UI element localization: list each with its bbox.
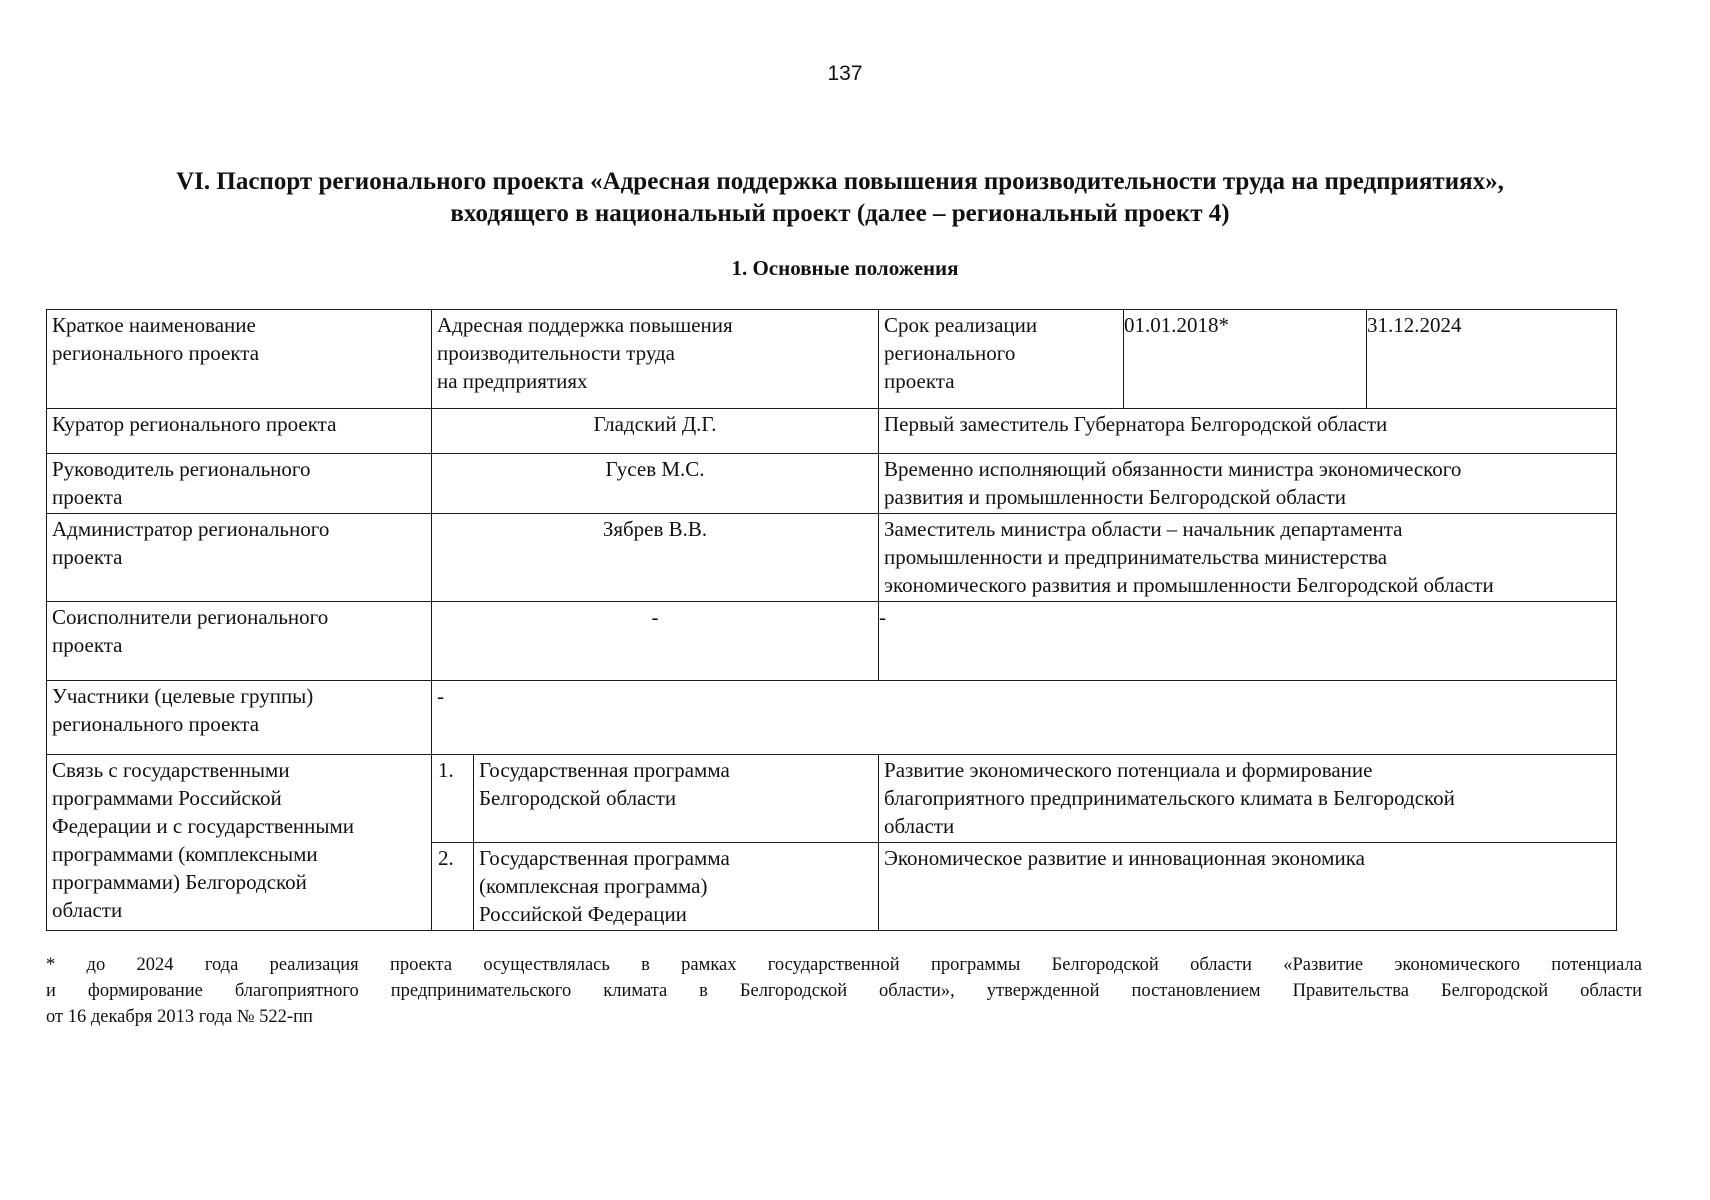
cell-line: программами (комплексными bbox=[52, 842, 318, 866]
cell-line: благоприятного предпринимательского климата в Белгородской bbox=[884, 786, 1455, 810]
table-row bbox=[47, 409, 1617, 454]
cell-line: Заместитель министра области – начальник департамента bbox=[884, 517, 1403, 541]
cell-line: проекта bbox=[884, 369, 955, 393]
cell-line: на предприятиях bbox=[437, 369, 588, 393]
admin-position-cell bbox=[879, 514, 1617, 602]
footnote-line: * до 2024 года реализация проекта осуществлялась в рамках государственной программы Белгородской области «Развитие экономического потенциала bbox=[46, 955, 1642, 975]
cell-line: регионального bbox=[884, 341, 1016, 365]
cell-line: проекта bbox=[52, 545, 123, 569]
table-row bbox=[47, 602, 1617, 681]
cell-line: Участники (целевые группы) bbox=[52, 684, 314, 708]
curator-label-cell: Куратор регионального проекта bbox=[47, 409, 432, 454]
cell-line: программами Российской bbox=[52, 786, 282, 810]
table-row bbox=[47, 514, 1617, 602]
page-title-line: VI. Паспорт регионального проекта «Адресная поддержка повышения производительности труда на предприятиях», bbox=[176, 168, 1504, 195]
participants-label-cell bbox=[47, 681, 432, 755]
short-name-value-cell bbox=[432, 310, 879, 409]
program-number-cell: 2. bbox=[432, 843, 474, 931]
programs-label-cell bbox=[47, 755, 432, 931]
head-position-cell bbox=[879, 454, 1617, 514]
cell-line: Соисполнители регионального bbox=[52, 605, 329, 629]
cell-line: промышленности и предпринимательства министерства bbox=[884, 545, 1388, 569]
cell-line: Российской Федерации bbox=[479, 902, 687, 926]
footnote-line: и формирование благоприятного предпринимательского климата в Белгородской области», утвержденной постановлением Правительства Белгородской области bbox=[46, 981, 1642, 1001]
cell-line: проекта bbox=[52, 485, 123, 509]
admin-label-cell bbox=[47, 514, 432, 602]
cell-line: (комплексная программа) bbox=[479, 874, 708, 898]
cell-line: Федерации и с государственными bbox=[52, 814, 355, 838]
table-row bbox=[47, 454, 1617, 514]
term-label-cell bbox=[879, 310, 1124, 409]
footnote bbox=[46, 952, 1642, 1030]
table-row bbox=[47, 310, 1617, 409]
cell-line: Администратор регионального bbox=[52, 517, 330, 541]
curator-name-cell: Гладский Д.Г. bbox=[432, 409, 879, 454]
cell-line: Временно исполняющий обязанности министра экономического bbox=[884, 457, 1462, 481]
program-number-cell: 1. bbox=[432, 755, 474, 843]
head-label-cell bbox=[47, 454, 432, 514]
curator-position-cell: Первый заместитель Губернатора Белгородской области bbox=[879, 409, 1617, 454]
cell-line: области bbox=[52, 898, 123, 922]
cell-line: регионального проекта bbox=[52, 712, 260, 736]
cell-line: Руководитель регионального bbox=[52, 457, 311, 481]
admin-name-cell: Зябрев В.В. bbox=[432, 514, 879, 602]
cell-line: Краткое наименование bbox=[52, 313, 256, 337]
term-start-cell: 01.01.2018* bbox=[1124, 310, 1367, 409]
program-type-cell bbox=[474, 755, 879, 843]
cell-line: Связь с государственными bbox=[52, 758, 290, 782]
cell-line: области bbox=[884, 814, 955, 838]
table-row bbox=[47, 681, 1617, 755]
cell-line: программами) Белгородской bbox=[52, 870, 307, 894]
cell-line: проекта bbox=[52, 633, 123, 657]
cell-line: Экономическое развитие и инновационная экономика bbox=[884, 846, 1365, 870]
page-title bbox=[40, 166, 1640, 230]
cell-line: Адресная поддержка повышения bbox=[437, 313, 733, 337]
table-row bbox=[47, 755, 1617, 843]
cell-line: Государственная программа bbox=[479, 758, 730, 782]
cell-line: Развитие экономического потенциала и формирование bbox=[884, 758, 1373, 782]
page-number: 137 bbox=[827, 62, 863, 85]
coexec-label-cell bbox=[47, 602, 432, 681]
cell-line: Государственная программа bbox=[479, 846, 730, 870]
cell-line: развития и промышленности Белгородской области bbox=[884, 485, 1346, 509]
project-passport-table bbox=[46, 309, 1617, 931]
coexec-name-cell: - bbox=[432, 602, 879, 681]
program-type-cell bbox=[474, 843, 879, 931]
cell-line: производительности труда bbox=[437, 341, 676, 365]
coexec-position-cell: - bbox=[879, 602, 1617, 681]
head-name-cell: Гусев М.С. bbox=[432, 454, 879, 514]
section-title: 1. Основные положения bbox=[731, 256, 959, 280]
program-name-cell bbox=[879, 755, 1617, 843]
cell-line: экономического развития и промышленности Белгородской области bbox=[884, 573, 1494, 597]
short-name-label-cell bbox=[47, 310, 432, 409]
term-end-cell: 31.12.2024 bbox=[1367, 310, 1617, 409]
participants-value-cell: - bbox=[432, 681, 1617, 755]
cell-line: регионального проекта bbox=[52, 341, 260, 365]
cell-line: Белгородской области bbox=[479, 786, 677, 810]
footnote-line: от 16 декабря 2013 года № 522-пп bbox=[46, 1007, 313, 1027]
page-title-line: входящего в национальный проект (далее – региональный проект 4) bbox=[450, 200, 1230, 227]
cell-line: Срок реализации bbox=[884, 313, 1038, 337]
program-name-cell bbox=[879, 843, 1617, 931]
